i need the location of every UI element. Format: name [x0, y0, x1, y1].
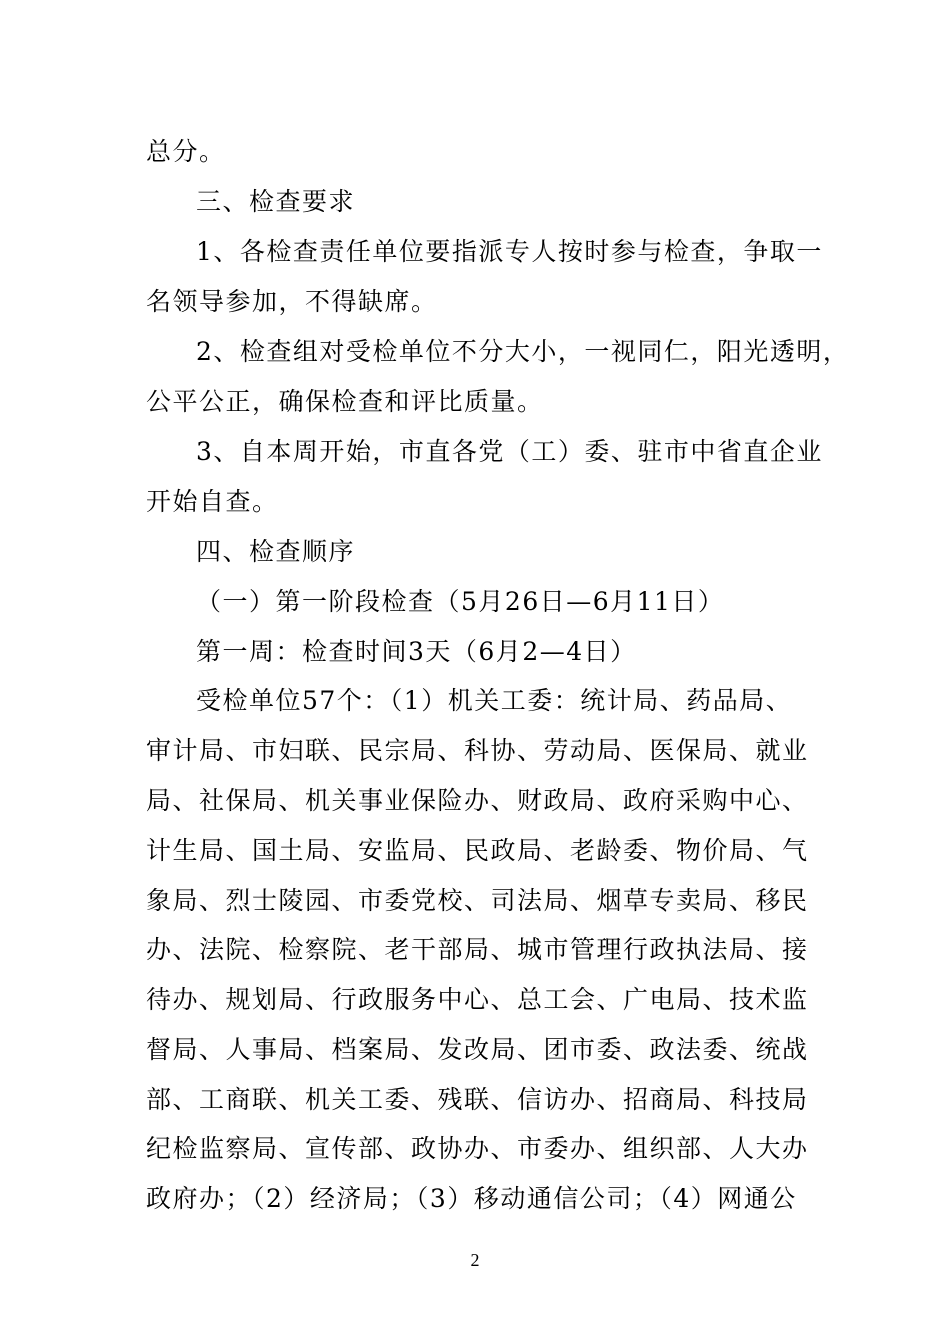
text-line: 1、各检查责任单位要指派专人按时参与检查，争取一: [196, 237, 823, 266]
text-line: 象局、烈士陵园、市委党校、司法局、烟草专卖局、移民: [146, 886, 809, 915]
text-line: 总分。: [146, 137, 226, 166]
text-line: 纪检监察局、宣传部、政协办、市委办、组织部、人大办: [146, 1134, 809, 1163]
text-line: 审计局、市妇联、民宗局、科协、劳动局、医保局、就业: [146, 736, 809, 765]
text-line: 督局、人事局、档案局、发改局、团市委、政法委、统战: [146, 1035, 809, 1064]
section-heading: 四、检查顺序: [196, 537, 356, 566]
text-line: 办、法院、检察院、老干部局、城市管理行政执法局、接: [146, 935, 809, 964]
text-line: 待办、规划局、行政服务中心、总工会、广电局、技术监: [146, 985, 809, 1014]
text-line: 政府办；（2）经济局；（3）移动通信公司；（4）网通公: [146, 1184, 797, 1213]
text-line: 受检单位57个：（1）机关工委：统计局、药品局、: [196, 686, 793, 715]
section-heading: 三、检查要求: [196, 187, 356, 216]
text-line: 开始自查。: [146, 487, 279, 516]
text-line: 计生局、国土局、安监局、民政局、老龄委、物价局、气: [146, 836, 809, 865]
text-line: 名领导参加，不得缺席。: [146, 287, 438, 316]
text-line: 第一周：检查时间3天（6月2—4日）: [196, 637, 637, 666]
text-line: 部、工商联、机关工委、残联、信访办、招商局、科技局: [146, 1085, 809, 1114]
text-line: 公平公正，确保检查和评比质量。: [146, 387, 544, 416]
subsection-heading: （一）第一阶段检查（5月26日—6月11日）: [196, 587, 725, 616]
text-line: 2、检查组对受检单位不分大小，一视同仁，阳光透明，: [196, 337, 850, 366]
text-line: 3、自本周开始，市直各党（工）委、驻市中省直企业: [196, 437, 823, 466]
text-line: 局、社保局、机关事业保险办、财政局、政府采购中心、: [146, 786, 809, 815]
page-number: 2: [470, 1250, 480, 1270]
